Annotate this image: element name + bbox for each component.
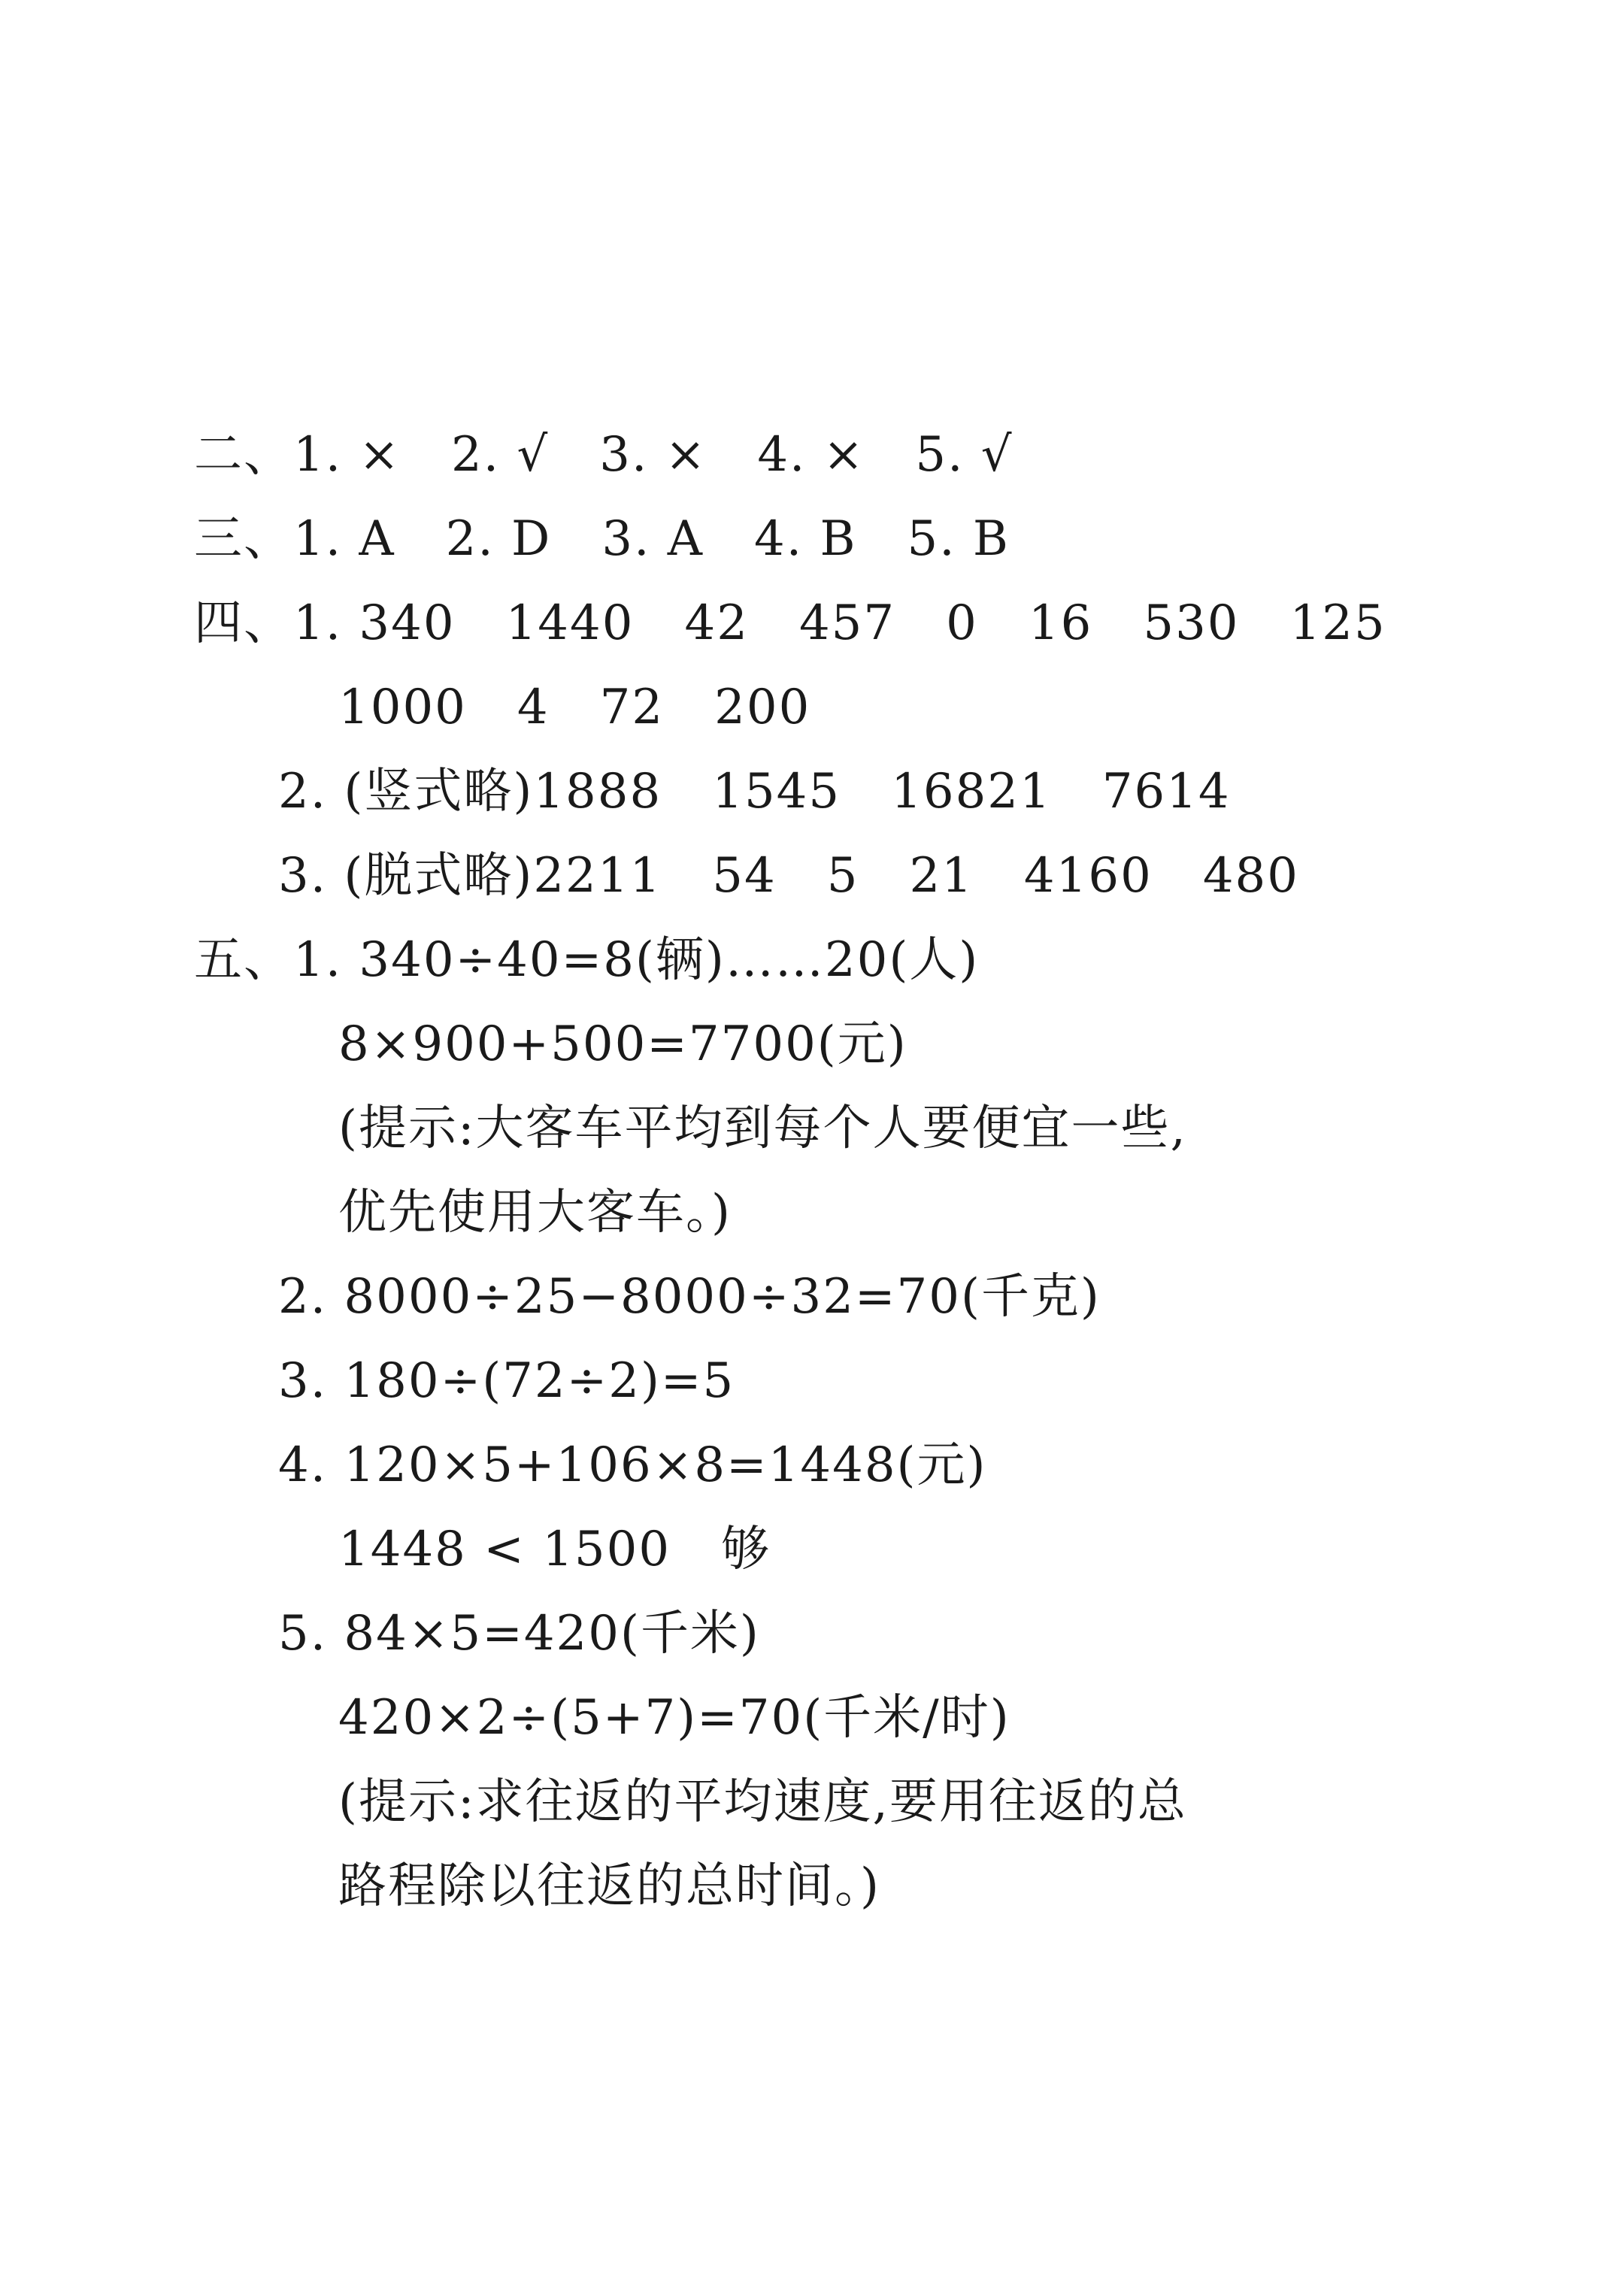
answer-line-section-5-q4-compare: 1448 < 1500 够 [338,1522,771,1577]
answer-line-section-5-q5-step2: 420×2÷(5+7)=70(千米/时) [338,1690,1010,1746]
answer-line-section-5-q1-hint-cont: 优先使用大客车。) [338,1185,732,1240]
answer-line-section-5-q1-hint: (提示:大客车平均到每个人要便宜一些, [338,1101,1187,1156]
answer-line-section-5-q3: 3. 180÷(72÷2)=5 [278,1353,735,1409]
answer-line-section-4-q3: 3. (脱式略)2211 54 5 21 4160 480 [278,848,1299,904]
answer-line-section-5-q1-step2: 8×900+500=7700(元) [338,1016,907,1072]
answer-line-section-5-q5-hint: (提示:求往返的平均速度,要用往返的总 [338,1774,1187,1830]
answer-line-section-5-q1: 五、1. 340÷40=8(辆)……20(人) [194,932,980,988]
answer-line-section-5-q5: 5. 84×5=420(千米) [278,1606,760,1661]
answer-line-section-4-q2: 2. (竖式略)1888 1545 16821 7614 [278,764,1231,819]
answer-line-section-4-q1: 四、1. 340 1440 42 457 0 16 530 125 [194,595,1386,651]
answer-line-section-3: 三、1. A 2. D 3. A 4. B 5. B [194,511,1010,567]
answer-line-section-4-q1-cont: 1000 4 72 200 [338,680,811,735]
answer-line-section-5-q2: 2. 8000÷25−8000÷32=70(千克) [278,1269,1101,1325]
answer-line-section-5-q4: 4. 120×5+106×8=1448(元) [278,1437,987,1493]
answer-line-section-5-q5-hint-cont: 路程除以往返的总时间。) [338,1858,880,1914]
answer-line-section-2: 二、1. × 2. √ 3. × 4. × 5. √ [194,427,1013,483]
